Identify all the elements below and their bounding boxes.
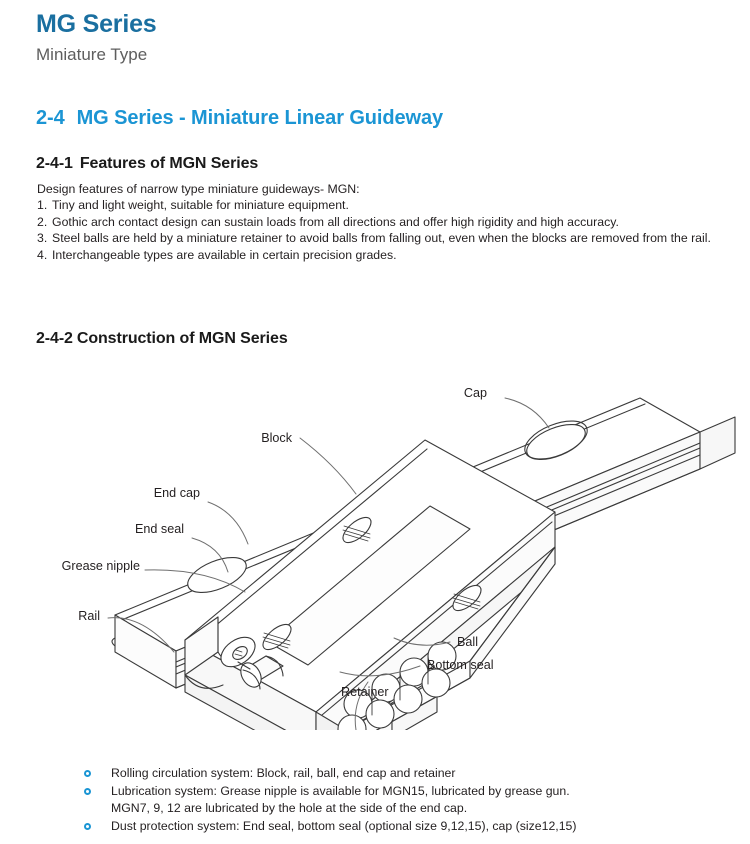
label-retainer: Retainer (341, 685, 389, 699)
guideway-construction-diagram (0, 370, 750, 730)
feature-text: Tiny and light weight, suitable for miniature equipment. (52, 198, 349, 213)
note-item (84, 783, 724, 818)
bullet-circle-icon (84, 788, 91, 795)
label-bottom-seal: Bottom seal (427, 658, 494, 672)
label-ball: Ball (457, 635, 478, 649)
label-block: Block (261, 431, 292, 445)
guideway-isometric-drawing (0, 370, 750, 730)
feature-text: Gothic arch contact design can sustain loads from all directions and offer high rigidity and high accuracy. (52, 214, 619, 229)
notes-list (84, 765, 724, 835)
feature-item (37, 214, 727, 230)
section-title-features: Features of MGN Series (79, 155, 259, 172)
features-list (37, 197, 727, 263)
leader-block (300, 438, 356, 494)
bullet-circle-icon (84, 770, 91, 777)
label-grease-nipple: Grease nipple (61, 559, 140, 573)
note-line: Lubrication system: Grease nipple is available for MGN15, lubricated by grease gun. (111, 783, 570, 798)
label-end-cap: End cap (153, 486, 200, 500)
feature-item (37, 197, 727, 213)
chapter-number: 2-4 (36, 107, 65, 129)
brand-title: MG Series (36, 10, 157, 38)
feature-index: 1. (37, 198, 48, 213)
bullet-circle-icon (84, 823, 91, 830)
section-heading-construction (36, 330, 288, 348)
label-cap: Cap (463, 386, 487, 400)
leader-end-cap (208, 502, 248, 544)
section-title-construction: Construction of MGN Series (76, 330, 288, 347)
features-block (37, 181, 727, 263)
chapter-title: MG Series - Miniature Linear Guideway (76, 107, 444, 129)
note-line: MGN7, 9, 12 are lubricated by the hole at the side of the end cap. (111, 801, 468, 815)
brand-subtitle: Miniature Type (36, 44, 148, 64)
feature-index: 2. (37, 214, 48, 229)
feature-text: Interchangeable types are available in certain precision grades. (52, 247, 397, 262)
section-number-construction: 2-4-2 (36, 330, 73, 347)
section-number-features: 2-4-1 (36, 155, 73, 172)
section-heading-features (36, 155, 258, 173)
leader-cap (505, 398, 549, 428)
note-item (84, 765, 724, 783)
features-intro: Design features of narrow type miniature guideways- MGN: (37, 182, 360, 196)
note-line: Rolling circulation system: Block, rail, ball, end cap and retainer (111, 766, 456, 780)
feature-index: 3. (37, 231, 48, 246)
feature-text: Steel balls are held by a miniature retainer to avoid balls from falling out, even when the blocks are removed from the rail. (52, 231, 711, 246)
feature-index: 4. (37, 247, 48, 262)
label-rail: Rail (78, 609, 100, 623)
chapter-heading (36, 107, 443, 130)
feature-item (37, 247, 727, 263)
page-header (36, 10, 716, 67)
feature-item (37, 230, 727, 246)
note-line: Dust protection system: End seal, bottom seal (optional size 9,12,15), cap (size12,15) (111, 818, 577, 833)
label-end-seal: End seal (134, 522, 184, 536)
note-item (84, 818, 724, 836)
